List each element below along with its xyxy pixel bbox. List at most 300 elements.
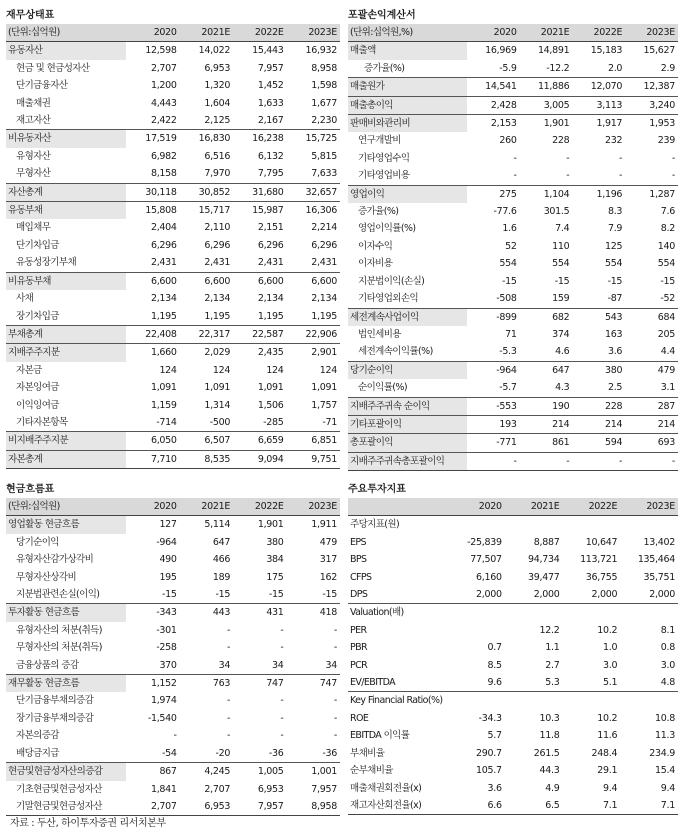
value-cell: 2,707 xyxy=(126,798,179,816)
value-cell: 6.5 xyxy=(505,797,563,815)
value-cell: 3.0 xyxy=(603,659,618,671)
value-cell: 4,245 xyxy=(180,763,233,781)
value-cell: 15,717 xyxy=(180,202,233,220)
value-cell: 7,633 xyxy=(311,168,337,180)
value-cell: 2,167 xyxy=(257,115,284,127)
value-cell: 290.7 xyxy=(476,747,502,759)
value-cell: 4.6 xyxy=(555,346,570,358)
row-label: PER xyxy=(350,624,367,636)
value-cell: 15,808 xyxy=(126,202,179,220)
value-cell xyxy=(447,692,505,710)
value-cell: - xyxy=(226,730,231,742)
row-label: 사채 xyxy=(16,293,34,305)
table-row xyxy=(348,780,678,797)
value-cell: 29.1 xyxy=(597,765,618,777)
cashflow-title: 현금흐름표 xyxy=(6,484,55,495)
value-cell: 4.8 xyxy=(660,677,675,689)
value-cell: -15 xyxy=(501,275,517,287)
value-cell: 14,541 xyxy=(467,78,520,96)
table-row xyxy=(348,639,678,656)
table-row xyxy=(348,150,678,167)
value-cell: 479 xyxy=(625,361,678,379)
row-label: CFPS xyxy=(350,571,372,583)
value-cell: 8.2 xyxy=(660,223,675,235)
value-cell: 6,600 xyxy=(233,272,286,290)
value-cell: - xyxy=(619,170,623,182)
year-header: 2021E xyxy=(180,24,233,42)
row-label: 지배주주귀속총포괄이익 xyxy=(348,452,467,470)
value-cell: 105.7 xyxy=(476,765,502,777)
value-cell: 124 xyxy=(266,364,284,376)
value-cell: 3.6 xyxy=(487,782,502,794)
value-cell: 8,158 xyxy=(150,168,177,180)
value-cell: 594 xyxy=(572,434,625,452)
value-cell: 34 xyxy=(272,659,284,671)
value-cell: 1,633 xyxy=(257,97,284,109)
value-cell: 6,851 xyxy=(287,432,340,450)
table-row xyxy=(348,379,678,397)
table-row xyxy=(6,183,340,201)
value-cell: 554 xyxy=(604,258,623,270)
value-cell: 3.1 xyxy=(660,382,675,394)
row-label: 재고자산 xyxy=(16,115,51,127)
value-cell: 32,657 xyxy=(287,183,340,201)
value-cell: 418 xyxy=(287,604,340,622)
value-cell: 5.3 xyxy=(545,677,560,689)
indicators-panel xyxy=(348,482,678,815)
table-row xyxy=(348,203,678,220)
value-cell xyxy=(563,516,621,534)
value-cell: -343 xyxy=(126,604,179,622)
value-cell: 4.3 xyxy=(555,382,570,394)
value-cell: -34.3 xyxy=(478,712,502,724)
year-header: 2022E xyxy=(572,24,625,42)
unit-label: (단위:십억원) xyxy=(6,24,126,42)
value-cell: 1,001 xyxy=(287,763,340,781)
value-cell: 6,953 xyxy=(204,62,231,74)
value-cell: 647 xyxy=(212,536,231,548)
value-cell: 5,114 xyxy=(180,516,233,534)
value-cell: 11.6 xyxy=(597,730,618,742)
value-cell: 5.1 xyxy=(603,677,618,689)
value-cell: - xyxy=(333,695,337,707)
value-cell: 2,431 xyxy=(204,257,231,269)
unit-label: (단위:십억원) xyxy=(6,498,126,516)
value-cell: 1,091 xyxy=(204,382,231,394)
value-cell: 384 xyxy=(266,554,284,566)
value-cell: 1,953 xyxy=(625,115,678,133)
value-cell: 9.6 xyxy=(487,677,502,689)
value-cell: -36 xyxy=(268,747,284,759)
value-cell: 232 xyxy=(604,135,623,147)
header-row xyxy=(348,498,678,516)
row-label: 장기금융부채의증감 xyxy=(16,712,94,724)
value-cell: 193 xyxy=(467,415,520,433)
value-cell: 861 xyxy=(520,434,573,452)
table-row xyxy=(6,745,340,763)
value-cell: 1,195 xyxy=(204,310,231,322)
value-cell: 3.6 xyxy=(607,346,623,358)
row-label: 재고자산회전율(x) xyxy=(348,797,447,815)
value-cell: 6,507 xyxy=(180,432,233,450)
value-cell: 14,891 xyxy=(520,42,573,60)
value-cell: 2,151 xyxy=(257,222,284,234)
value-cell: 1,911 xyxy=(287,516,340,534)
value-cell: 16,932 xyxy=(287,42,340,60)
income-statement-panel xyxy=(348,8,678,471)
value-cell: 2,125 xyxy=(204,115,231,127)
row-label: 주당지표(원) xyxy=(348,516,447,534)
row-label: 판매비와관리비 xyxy=(348,115,467,133)
value-cell: 135,464 xyxy=(637,554,675,566)
value-cell: 34 xyxy=(218,659,231,671)
value-cell: 867 xyxy=(126,763,179,781)
table-row xyxy=(6,763,340,781)
table-row xyxy=(348,674,678,692)
value-cell: 0.7 xyxy=(487,642,502,654)
year-header: 2023E xyxy=(287,498,340,516)
row-label: 단기금융부채의증감 xyxy=(16,695,94,707)
value-cell: 10.3 xyxy=(539,712,560,724)
value-cell: - xyxy=(173,730,177,742)
balance-sheet-table xyxy=(6,24,340,469)
value-cell: 214 xyxy=(572,415,625,433)
value-cell xyxy=(505,692,563,710)
value-cell: 30,118 xyxy=(126,183,179,201)
value-cell: - xyxy=(226,642,231,654)
unit-label: (단위:십억원,%) xyxy=(348,24,467,42)
table-row xyxy=(6,657,340,675)
value-cell: 39,477 xyxy=(528,571,560,583)
value-cell: 693 xyxy=(625,434,678,452)
balance-sheet-panel xyxy=(6,8,340,469)
value-cell: 7,710 xyxy=(126,450,179,468)
value-cell: 374 xyxy=(552,328,570,340)
value-cell: - xyxy=(333,642,337,654)
value-cell: 2,029 xyxy=(180,344,233,362)
row-label: 금융상품의 증감 xyxy=(16,659,79,671)
table-row xyxy=(6,604,340,622)
table-row xyxy=(6,42,340,60)
value-cell xyxy=(563,692,621,710)
table-row xyxy=(348,534,678,551)
value-cell: 554 xyxy=(499,258,517,270)
table-row xyxy=(348,308,678,326)
value-cell: 2,431 xyxy=(150,257,177,269)
table-row xyxy=(6,516,340,534)
value-cell: 7.9 xyxy=(607,223,623,235)
value-cell: - xyxy=(333,712,337,724)
value-cell: 15,725 xyxy=(287,130,340,148)
value-cell: 71 xyxy=(505,328,517,340)
value-cell: -54 xyxy=(162,747,177,759)
table-row xyxy=(348,434,678,452)
value-cell: 22,317 xyxy=(180,325,233,343)
value-cell: 6,953 xyxy=(180,798,233,816)
value-cell: 1,200 xyxy=(150,80,177,92)
value-cell: 1,104 xyxy=(520,185,573,203)
value-cell: 747 xyxy=(287,675,340,693)
value-cell: 15.4 xyxy=(655,765,675,777)
value-cell: 34 xyxy=(325,659,337,671)
row-label: 지배주주지분 xyxy=(6,344,126,362)
value-cell: 554 xyxy=(552,258,570,270)
value-cell: -964 xyxy=(156,536,177,548)
value-cell: 466 xyxy=(212,554,231,566)
row-label: 유형자산 xyxy=(16,150,51,162)
row-label: 당기순이익 xyxy=(16,536,59,548)
year-header: 2021E xyxy=(180,498,233,516)
table-row xyxy=(6,432,340,450)
value-cell: -508 xyxy=(496,293,517,305)
value-cell: -500 xyxy=(209,416,231,428)
value-cell: 9.4 xyxy=(603,782,618,794)
value-cell: 380 xyxy=(266,536,284,548)
row-label: Key Financial Ratio(%) xyxy=(348,692,447,710)
table-row xyxy=(6,397,340,414)
row-label: 매출원가 xyxy=(348,78,467,96)
row-label: 비유동자산 xyxy=(6,130,126,148)
table-row xyxy=(348,727,678,744)
row-label: 유동성장기부채 xyxy=(16,257,77,269)
table-row xyxy=(348,569,678,586)
value-cell: 6,659 xyxy=(233,432,286,450)
value-cell: 2,134 xyxy=(204,293,231,305)
value-cell: 2,431 xyxy=(257,257,284,269)
value-cell: - xyxy=(671,170,675,182)
unit-label xyxy=(348,498,447,516)
value-cell: 110 xyxy=(552,240,570,252)
value-cell xyxy=(563,604,621,622)
value-cell: 239 xyxy=(657,135,675,147)
value-cell: - xyxy=(520,452,573,470)
table-row xyxy=(6,692,340,709)
value-cell: -25,839 xyxy=(467,536,502,548)
table-row xyxy=(6,95,340,112)
value-cell: 10,647 xyxy=(585,536,618,548)
value-cell: 2,000 xyxy=(591,589,618,601)
value-cell: 317 xyxy=(319,554,337,566)
table-row xyxy=(348,343,678,361)
value-cell: 125 xyxy=(604,240,623,252)
row-label: 매출액 xyxy=(348,42,467,60)
value-cell: - xyxy=(333,624,337,636)
table-row xyxy=(6,344,340,362)
value-cell: 1,452 xyxy=(257,80,284,92)
value-cell: 6,132 xyxy=(257,150,284,162)
value-cell: -5.9 xyxy=(499,62,517,74)
value-cell: 22,906 xyxy=(287,325,340,343)
row-label: 순이익률(%) xyxy=(358,382,407,394)
value-cell: - xyxy=(619,152,623,164)
value-cell: 162 xyxy=(319,571,337,583)
row-label: 세전계속사업이익 xyxy=(348,308,467,326)
value-cell: 7.6 xyxy=(660,206,675,218)
value-cell: 1.1 xyxy=(545,642,560,654)
value-cell: 0.8 xyxy=(660,642,675,654)
value-cell: 12,598 xyxy=(126,42,179,60)
table-row xyxy=(6,534,340,551)
table-row xyxy=(348,710,678,727)
value-cell: -20 xyxy=(215,747,231,759)
value-cell: 7.1 xyxy=(620,797,678,815)
value-cell: 2.9 xyxy=(660,62,675,74)
row-label: 총포괄이익 xyxy=(348,434,467,452)
value-cell: 2,707 xyxy=(150,62,177,74)
value-cell: 189 xyxy=(212,571,231,583)
table-row xyxy=(6,202,340,220)
value-cell xyxy=(447,604,505,622)
row-label: 기타영업비용 xyxy=(358,170,410,182)
value-cell: 14,022 xyxy=(180,42,233,60)
value-cell: 1,152 xyxy=(126,675,179,693)
table-row xyxy=(348,42,678,60)
value-cell: 543 xyxy=(572,308,625,326)
row-label: 비유동부채 xyxy=(6,272,126,290)
value-cell: 8,887 xyxy=(533,536,560,548)
income-statement-title: 포괄손익계산서 xyxy=(348,10,416,21)
value-cell: - xyxy=(566,152,570,164)
value-cell: 763 xyxy=(180,675,233,693)
table-row xyxy=(348,255,678,272)
value-cell: 159 xyxy=(552,293,570,305)
table-row xyxy=(348,185,678,203)
year-header: 2022E xyxy=(233,24,286,42)
value-cell: 2.5 xyxy=(607,382,623,394)
row-label: DPS xyxy=(350,589,368,601)
header-row xyxy=(6,24,340,42)
value-cell: 9.4 xyxy=(660,782,675,794)
value-cell: 1,506 xyxy=(257,399,284,411)
value-cell: 7,795 xyxy=(257,168,284,180)
value-cell: 16,969 xyxy=(467,42,520,60)
value-cell: 1,005 xyxy=(233,763,286,781)
value-cell: 2,134 xyxy=(257,293,284,305)
value-cell: -15 xyxy=(268,589,284,601)
value-cell: 6,516 xyxy=(204,150,231,162)
value-cell: 6,296 xyxy=(311,239,337,251)
row-label: 영업이익률(%) xyxy=(358,223,416,235)
value-cell: 234.9 xyxy=(649,747,675,759)
value-cell: 6.6 xyxy=(447,797,505,815)
value-cell: 228 xyxy=(552,135,570,147)
row-label: 투자활동 현금흐름 xyxy=(6,604,126,622)
value-cell: 1,901 xyxy=(520,115,573,133)
table-row xyxy=(348,604,678,622)
value-cell: 2,422 xyxy=(150,115,177,127)
value-cell: 77,507 xyxy=(470,554,502,566)
row-label: 당기순이익 xyxy=(348,361,467,379)
row-label: 기초현금및현금성자산 xyxy=(16,783,102,795)
row-label: 비지배주주지분 xyxy=(6,432,126,450)
value-cell: 7,957 xyxy=(311,783,337,795)
table-row xyxy=(6,60,340,77)
table-row xyxy=(348,452,678,470)
value-cell: 1,091 xyxy=(257,382,284,394)
value-cell: - xyxy=(280,712,284,724)
value-cell: - xyxy=(625,452,678,470)
row-label: BPS xyxy=(350,554,367,566)
value-cell xyxy=(620,692,678,710)
row-label: Valuation(배) xyxy=(348,604,447,622)
value-cell: 1,091 xyxy=(150,382,177,394)
value-cell: 8,535 xyxy=(180,450,233,468)
table-row xyxy=(6,254,340,272)
table-row xyxy=(348,60,678,78)
row-label: 매출채권 xyxy=(16,97,51,109)
value-cell xyxy=(505,516,563,534)
value-cell: 6,050 xyxy=(126,432,179,450)
table-row xyxy=(6,77,340,94)
value-cell: -771 xyxy=(467,434,520,452)
table-row xyxy=(6,710,340,727)
value-cell: - xyxy=(280,730,284,742)
value-cell: 1,195 xyxy=(257,310,284,322)
year-header: 2022E xyxy=(233,498,286,516)
value-cell: 370 xyxy=(159,659,177,671)
value-cell: 1,091 xyxy=(311,382,337,394)
value-cell: 1,598 xyxy=(311,80,337,92)
value-cell: 31,680 xyxy=(233,183,286,201)
value-cell: 2,404 xyxy=(150,222,177,234)
table-row xyxy=(6,130,340,148)
value-cell: 12.2 xyxy=(539,624,560,636)
row-label: 단기차입금 xyxy=(16,239,59,251)
row-label: EBITDA 이익률 xyxy=(350,730,410,742)
value-cell: 52 xyxy=(505,240,517,252)
value-cell: 113,721 xyxy=(580,554,618,566)
table-row xyxy=(348,132,678,149)
row-label: 유동자산 xyxy=(6,42,126,60)
row-label: 영업이익 xyxy=(348,185,467,203)
value-cell: 1,660 xyxy=(126,344,179,362)
value-cell: 6,296 xyxy=(150,239,177,251)
value-cell: 1,604 xyxy=(204,97,231,109)
value-cell: 6,953 xyxy=(257,783,284,795)
table-row xyxy=(6,325,340,343)
year-header: 2020 xyxy=(126,498,179,516)
table-row xyxy=(348,78,678,96)
value-cell: -1,540 xyxy=(147,712,177,724)
value-cell: -15 xyxy=(322,589,337,601)
table-row xyxy=(6,781,340,798)
row-label: 무형자산의 처분(취득) xyxy=(16,642,102,654)
value-cell: -5.3 xyxy=(499,346,517,358)
value-cell: 8.5 xyxy=(487,659,502,671)
value-cell: 2,000 xyxy=(476,589,502,601)
value-cell: 5,815 xyxy=(311,150,337,162)
table-row xyxy=(348,290,678,308)
row-label: 유동부채 xyxy=(6,202,126,220)
value-cell: 15,987 xyxy=(233,202,286,220)
value-cell: 7,970 xyxy=(204,168,231,180)
table-row xyxy=(6,148,340,165)
value-cell: 647 xyxy=(520,361,573,379)
row-label: 자본잉여금 xyxy=(16,382,59,394)
value-cell xyxy=(620,604,678,622)
value-cell: - xyxy=(226,695,231,707)
row-label: EV/EBITDA xyxy=(350,677,396,689)
row-label: 세전계속이익률(%) xyxy=(358,346,433,358)
value-cell: 30,852 xyxy=(180,183,233,201)
value-cell: -964 xyxy=(467,361,520,379)
value-cell: 261.5 xyxy=(533,747,560,759)
row-label: 재무활동 현금흐름 xyxy=(6,675,126,693)
row-label: 증가율(%) xyxy=(364,62,405,74)
value-cell: 682 xyxy=(520,308,573,326)
value-cell: -15 xyxy=(607,275,623,287)
value-cell: 2,134 xyxy=(311,293,337,305)
